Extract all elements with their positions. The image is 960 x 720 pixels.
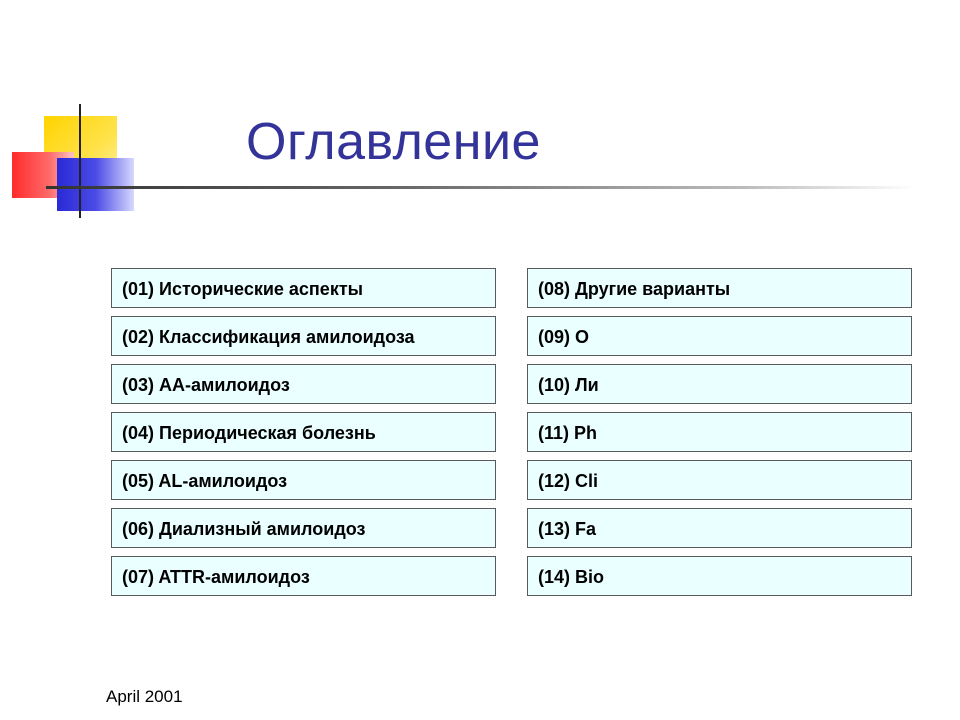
decor-vertical-line (79, 104, 81, 218)
toc-item-12[interactable]: (12) Cli (527, 460, 912, 500)
title-underline (46, 186, 916, 189)
toc-item-08[interactable]: (08) Другие варианты (527, 268, 912, 308)
toc-item-13[interactable]: (13) Fa (527, 508, 912, 548)
toc-item-06[interactable]: (06) Диализный амилоидоз (111, 508, 496, 548)
decor-blue-square (57, 158, 134, 211)
toc-item-04[interactable]: (04) Периодическая болезнь (111, 412, 496, 452)
toc-item-03[interactable]: (03) АА-амилоидоз (111, 364, 496, 404)
toc-item-09[interactable]: (09) O (527, 316, 912, 356)
toc-item-05[interactable]: (05) AL-амилоидоз (111, 460, 496, 500)
toc-item-11[interactable]: (11) Ph (527, 412, 912, 452)
toc-item-01[interactable]: (01) Исторические аспекты (111, 268, 496, 308)
slide-title: Оглавление (246, 113, 541, 171)
footer-date: April 2001 (106, 687, 183, 706)
toc-item-14[interactable]: (14) Bio (527, 556, 912, 596)
toc-item-10[interactable]: (10) Ли (527, 364, 912, 404)
toc-item-02[interactable]: (02) Классификация амилоидоза (111, 316, 496, 356)
toc-item-07[interactable]: (07) ATTR-амилоидоз (111, 556, 496, 596)
